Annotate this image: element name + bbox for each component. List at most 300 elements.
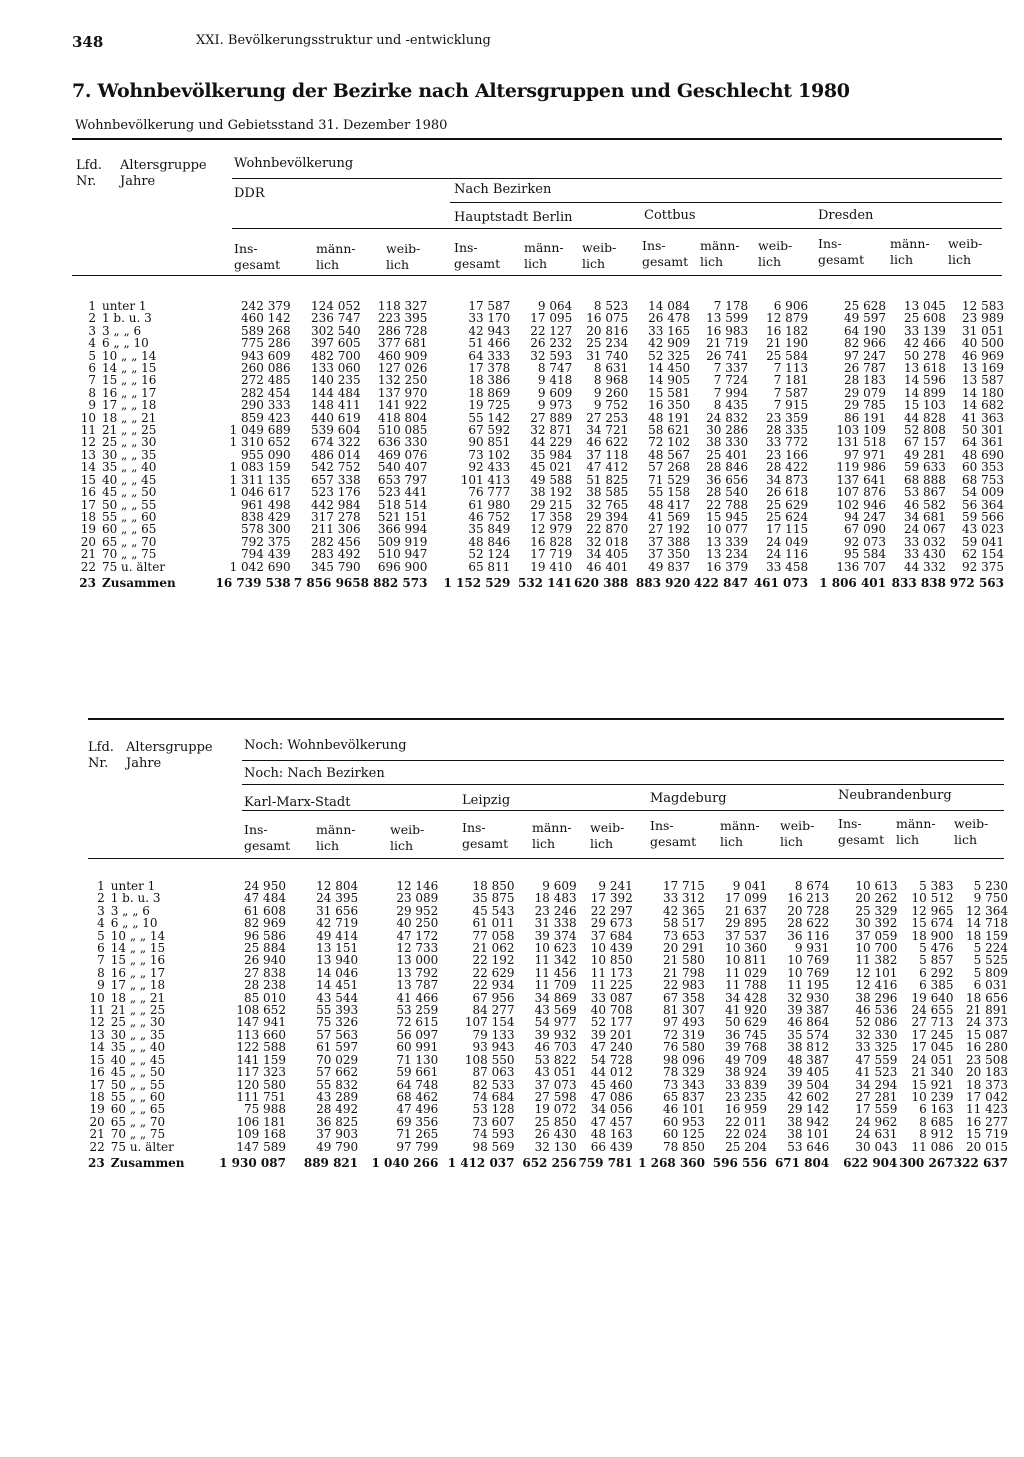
row-number-cell: 8 xyxy=(97,965,105,980)
female-cell: 12 364 xyxy=(966,903,1008,918)
total-cell: 1 806 401 xyxy=(819,575,886,590)
age-group-cell: unter 1 xyxy=(101,299,147,313)
total-cell: 98 569 xyxy=(472,1139,515,1154)
total-cell: 859 423 xyxy=(241,410,291,425)
total-cell: 117 323 xyxy=(236,1065,286,1080)
male-cell: 6 385 xyxy=(919,978,954,993)
total-cell: 883 920 xyxy=(635,575,691,590)
total-cell: 24 631 xyxy=(855,1127,898,1142)
age-group-cell: 16 „ „ 17 xyxy=(110,965,166,980)
region-rule-1 xyxy=(232,228,1002,229)
female-cell: 21 190 xyxy=(766,336,809,351)
female-cell: 14 180 xyxy=(962,385,1004,400)
total-cell: 82 966 xyxy=(844,336,886,351)
lfd-label: Lfd. xyxy=(88,740,114,755)
row-number-cell: 5 xyxy=(97,928,105,943)
female-cell: 37 118 xyxy=(586,447,629,462)
age-group-cell: 40 „ „ 45 xyxy=(101,472,157,487)
total-cell: 141 159 xyxy=(236,1052,286,1067)
male-cell: 34 681 xyxy=(903,509,946,524)
male-cell: 14 899 xyxy=(903,385,946,400)
total-cell: 57 268 xyxy=(648,460,691,475)
bezirke-rule-1 xyxy=(450,202,1002,203)
table-row xyxy=(88,1141,1008,1153)
female-cell: 15 719 xyxy=(966,1127,1008,1142)
male-cell: 10 239 xyxy=(911,1089,954,1104)
male-cell: 39 768 xyxy=(725,1040,768,1055)
male-cell: 482 700 xyxy=(311,348,361,363)
row-number-cell: 11 xyxy=(89,1003,105,1018)
male-cell: 19 410 xyxy=(530,559,573,574)
male-cell: 6 292 xyxy=(919,965,954,980)
total-cell: 108 652 xyxy=(236,1003,286,1018)
age-group-cell: 10 „ „ 14 xyxy=(101,348,157,363)
male-cell: 12 979 xyxy=(530,522,573,537)
region-karl-marx-stadt: Karl-Marx-Stadt xyxy=(244,795,351,810)
row-number-cell: 19 xyxy=(89,1102,105,1117)
male-cell: 68 888 xyxy=(903,472,946,487)
female-cell: 29 394 xyxy=(586,509,629,524)
age-group-cell: 65 „ „ 70 xyxy=(101,534,157,549)
total-cell: 55 142 xyxy=(468,410,511,425)
row-number-cell: 21 xyxy=(89,1127,105,1142)
total-cell: 622 904 xyxy=(843,1155,898,1170)
row-number-cell: 14 xyxy=(80,460,96,475)
table-row xyxy=(88,954,1008,966)
row-number-cell: 2 xyxy=(88,311,96,326)
male-cell: 70 029 xyxy=(316,1052,359,1067)
lfd-label: Lfd. xyxy=(76,158,102,173)
total-cell: 75 988 xyxy=(243,1102,286,1117)
female-cell: 759 781 xyxy=(578,1155,633,1170)
male-cell: 133 060 xyxy=(311,361,361,376)
altersgruppe-label: Altersgruppe xyxy=(120,158,207,173)
total-cell: 74 593 xyxy=(472,1127,515,1142)
top-rule-2 xyxy=(88,718,1004,720)
male-cell: 11 086 xyxy=(911,1139,954,1154)
table-row xyxy=(76,486,1004,498)
total-cell: 21 062 xyxy=(472,941,515,956)
total-cell: 45 543 xyxy=(472,903,515,918)
female-cell: 25 584 xyxy=(766,348,809,363)
male-cell: 17 045 xyxy=(911,1040,954,1055)
female-cell: 12 733 xyxy=(396,941,439,956)
total-cell: 17 559 xyxy=(855,1102,898,1117)
male-cell: 59 633 xyxy=(903,460,946,475)
female-cell: 50 301 xyxy=(962,423,1004,438)
male-cell: 11 029 xyxy=(725,965,768,980)
total-cell: 85 010 xyxy=(243,990,286,1005)
male-cell: 26 430 xyxy=(534,1127,577,1142)
female-cell: 696 900 xyxy=(377,559,428,574)
female-cell: 31 740 xyxy=(586,348,629,363)
total-cell: 95 584 xyxy=(844,547,886,562)
female-cell: 16 075 xyxy=(586,311,629,326)
female-cell: 41 466 xyxy=(396,990,439,1005)
female-cell: 141 922 xyxy=(377,398,428,413)
female-cell: 40 708 xyxy=(590,1003,633,1018)
row-number-cell: 14 xyxy=(89,1040,105,1055)
female-cell: 25 624 xyxy=(766,509,809,524)
female-cell: 6 031 xyxy=(973,978,1008,993)
total-cell: 97 493 xyxy=(662,1015,705,1030)
female-cell: 35 574 xyxy=(787,1027,830,1042)
female-cell: 33 087 xyxy=(590,990,633,1005)
female-cell: 13 792 xyxy=(396,965,439,980)
row-number-cell: 20 xyxy=(80,534,96,549)
male-cell: 38 192 xyxy=(530,485,573,500)
total-cell: 17 587 xyxy=(468,299,511,313)
female-cell: 33 458 xyxy=(766,559,809,574)
male-cell: 29 895 xyxy=(725,916,768,931)
male-cell: 49 790 xyxy=(316,1139,359,1154)
age-group-cell: 45 „ „ 50 xyxy=(101,485,157,500)
female-cell: 42 602 xyxy=(787,1089,830,1104)
total-cell: 26 478 xyxy=(648,311,691,326)
ins-header: Ins- gesamt xyxy=(642,238,689,269)
female-cell: 7 181 xyxy=(773,373,809,388)
female-cell: 17 115 xyxy=(766,522,809,537)
male-cell: 39 374 xyxy=(534,928,577,943)
ddr-label: DDR xyxy=(234,186,265,201)
age-group-cell: 1 b. u. 3 xyxy=(110,891,161,906)
male-cell: 8 435 xyxy=(713,398,749,413)
total-cell: 82 969 xyxy=(243,916,286,931)
male-cell: 42 719 xyxy=(316,916,359,931)
table-subtitle: Wohnbevölkerung und Gebietsstand 31. Dezember 1980 xyxy=(75,118,448,133)
population-table-1 xyxy=(76,300,1004,593)
row-number-cell: 18 xyxy=(80,509,96,524)
row-number-cell: 10 xyxy=(89,990,105,1005)
age-group-cell: 50 „ „ 55 xyxy=(101,497,157,512)
total-cell: 26 787 xyxy=(844,361,886,376)
age-group-cell: 3 „ „ 6 xyxy=(110,903,150,918)
total-cell: 1 310 652 xyxy=(229,435,291,450)
total-cell: 16 350 xyxy=(648,398,691,413)
male-cell: 282 456 xyxy=(311,534,361,549)
age-group-cell: 21 „ „ 25 xyxy=(110,1003,166,1018)
maennlich-header: männ- lich xyxy=(890,236,930,267)
male-cell: 15 103 xyxy=(903,398,946,413)
female-cell: 21 891 xyxy=(966,1003,1008,1018)
total-cell: 24 962 xyxy=(855,1114,898,1129)
weiblich-header: weib- lich xyxy=(780,818,815,849)
male-cell: 50 278 xyxy=(903,348,946,363)
age-group-cell: Zusammen xyxy=(110,1155,185,1170)
total-cell: 792 375 xyxy=(241,534,291,549)
female-cell: 9 750 xyxy=(973,891,1008,906)
total-cell: 25 884 xyxy=(243,941,286,956)
female-cell: 71 265 xyxy=(396,1127,439,1142)
total-cell: 11 382 xyxy=(855,953,898,968)
male-cell: 75 326 xyxy=(316,1015,359,1030)
region-neubrandenburg: Neubrandenburg xyxy=(838,788,952,803)
maennlich-header: männ- lich xyxy=(524,240,564,271)
total-cell: 113 660 xyxy=(236,1027,286,1042)
total-cell: 25 329 xyxy=(855,903,898,918)
age-group-cell: 40 „ „ 45 xyxy=(110,1052,166,1067)
female-cell: 7 915 xyxy=(773,398,809,413)
male-cell: 7 337 xyxy=(713,361,749,376)
male-cell: 13 940 xyxy=(316,953,359,968)
female-cell: 460 909 xyxy=(377,348,428,363)
male-cell: 49 709 xyxy=(725,1052,768,1067)
female-cell: 22 297 xyxy=(590,903,633,918)
region-cottbus: Cottbus xyxy=(644,208,696,223)
total-cell: 10 700 xyxy=(855,941,898,956)
female-cell: 23 089 xyxy=(396,891,439,906)
age-group-cell: 1 b. u. 3 xyxy=(101,311,152,326)
male-cell: 26 741 xyxy=(706,348,749,363)
female-cell: 38 812 xyxy=(787,1040,830,1055)
male-cell: 9 418 xyxy=(537,373,573,388)
male-cell: 5 383 xyxy=(919,879,954,893)
total-cell: 1 049 689 xyxy=(229,423,291,438)
row-number-cell: 22 xyxy=(80,559,96,574)
male-cell: 28 846 xyxy=(706,460,749,475)
total-cell: 60 953 xyxy=(662,1114,705,1129)
age-group-cell: 16 „ „ 17 xyxy=(101,385,157,400)
total-cell: 72 319 xyxy=(662,1027,705,1042)
male-cell: 17 245 xyxy=(911,1027,954,1042)
female-cell: 48 387 xyxy=(787,1052,830,1067)
total-cell: 25 628 xyxy=(844,299,886,313)
maennlich-header: männ- lich xyxy=(316,822,356,853)
total-cell: 97 971 xyxy=(844,447,886,462)
female-cell: 60 353 xyxy=(962,460,1004,475)
male-cell: 9 041 xyxy=(732,879,768,893)
total-cell: 61 980 xyxy=(468,497,511,512)
total-cell: 794 439 xyxy=(241,547,291,562)
female-cell: 38 942 xyxy=(787,1114,830,1129)
female-cell: 377 681 xyxy=(377,336,428,351)
total-cell: 74 684 xyxy=(472,1089,515,1104)
male-cell: 15 674 xyxy=(911,916,954,931)
total-cell: 37 059 xyxy=(855,928,898,943)
male-cell: 67 157 xyxy=(903,435,946,450)
female-cell: 59 661 xyxy=(396,1065,439,1080)
total-row xyxy=(88,1153,1008,1173)
female-cell: 40 500 xyxy=(962,336,1004,351)
row-number-cell: 10 xyxy=(80,410,96,425)
female-cell: 46 969 xyxy=(962,348,1004,363)
female-cell: 11 195 xyxy=(787,978,830,993)
total-cell: 24 950 xyxy=(243,879,286,893)
female-cell: 23 359 xyxy=(766,410,809,425)
male-cell: 49 588 xyxy=(530,472,573,487)
male-cell: 13 151 xyxy=(316,941,359,956)
total-cell: 1 152 529 xyxy=(443,575,511,590)
female-cell: 29 142 xyxy=(787,1102,830,1117)
total-cell: 961 498 xyxy=(241,497,291,512)
male-cell: 21 637 xyxy=(725,903,768,918)
male-cell: 41 920 xyxy=(725,1003,768,1018)
female-cell: 620 388 xyxy=(573,575,629,590)
male-cell: 14 451 xyxy=(316,978,359,993)
male-cell: 28 540 xyxy=(706,485,749,500)
female-cell: 28 622 xyxy=(787,916,830,931)
male-cell: 46 582 xyxy=(903,497,946,512)
male-cell: 596 556 xyxy=(712,1155,768,1170)
total-cell: 22 983 xyxy=(662,978,705,993)
total-cell: 17 378 xyxy=(468,361,511,376)
female-cell: 71 130 xyxy=(396,1052,439,1067)
female-cell: 12 879 xyxy=(766,311,809,326)
row-number-cell: 16 xyxy=(89,1065,105,1080)
row-number-cell: 20 xyxy=(89,1114,105,1129)
female-cell: 132 250 xyxy=(377,373,428,388)
table-row xyxy=(76,548,1004,560)
row-number-cell: 23 xyxy=(88,1155,105,1170)
total-cell: 290 333 xyxy=(241,398,291,413)
maennlich-header: männ- lich xyxy=(896,816,936,847)
total-cell: 37 388 xyxy=(648,534,691,549)
male-cell: 55 832 xyxy=(316,1077,359,1092)
total-cell: 78 850 xyxy=(662,1139,705,1154)
female-cell: 47 412 xyxy=(586,460,629,475)
male-cell: 302 540 xyxy=(311,323,361,338)
female-cell: 64 361 xyxy=(962,435,1004,450)
male-cell: 27 889 xyxy=(530,410,573,425)
total-cell: 52 086 xyxy=(855,1015,898,1030)
page-number: 348 xyxy=(72,33,104,51)
male-cell: 30 286 xyxy=(706,423,749,438)
total-cell: 33 325 xyxy=(855,1040,898,1055)
female-cell: 20 183 xyxy=(966,1065,1008,1080)
total-cell: 41 523 xyxy=(855,1065,898,1080)
male-cell: 486 014 xyxy=(311,447,361,462)
total-cell: 78 329 xyxy=(662,1065,705,1080)
female-cell: 32 018 xyxy=(586,534,629,549)
male-cell: 55 393 xyxy=(316,1003,359,1018)
total-cell: 65 837 xyxy=(662,1089,705,1104)
male-cell: 53 867 xyxy=(903,485,946,500)
total-cell: 79 133 xyxy=(472,1027,515,1042)
age-group-cell: 17 „ „ 18 xyxy=(101,398,157,413)
female-cell: 286 728 xyxy=(377,323,428,338)
female-cell: 972 563 xyxy=(949,575,1004,590)
row-number-cell: 5 xyxy=(88,348,96,363)
age-group-cell: 55 „ „ 60 xyxy=(101,509,157,524)
total-cell: 71 529 xyxy=(648,472,691,487)
male-cell: 25 608 xyxy=(903,311,946,326)
male-cell: 8 685 xyxy=(919,1114,954,1129)
female-cell: 223 395 xyxy=(377,311,428,326)
total-cell: 92 433 xyxy=(468,460,511,475)
male-cell: 5 857 xyxy=(919,953,954,968)
table-row xyxy=(76,523,1004,535)
total-cell: 10 613 xyxy=(855,879,898,893)
male-cell: 19 640 xyxy=(911,990,954,1005)
female-cell: 39 201 xyxy=(590,1027,633,1042)
female-cell: 11 423 xyxy=(966,1102,1008,1117)
female-cell: 16 277 xyxy=(966,1114,1008,1129)
female-cell: 17 392 xyxy=(590,891,633,906)
female-cell: 64 748 xyxy=(396,1077,439,1092)
male-cell: 22 024 xyxy=(725,1127,768,1142)
age-group-cell: 30 „ „ 35 xyxy=(110,1027,166,1042)
male-cell: 50 629 xyxy=(725,1015,768,1030)
female-cell: 469 076 xyxy=(377,447,428,462)
age-group-cell: 50 „ „ 55 xyxy=(110,1077,166,1092)
age-group-cell: 6 „ „ 10 xyxy=(101,336,149,351)
male-cell: 889 821 xyxy=(303,1155,359,1170)
weiblich-header: weib- lich xyxy=(954,816,989,847)
female-cell: 23 508 xyxy=(966,1052,1008,1067)
male-cell: 23 235 xyxy=(725,1089,768,1104)
age-group-cell: 14 „ „ 15 xyxy=(101,361,157,376)
female-cell: 15 087 xyxy=(966,1027,1008,1042)
male-cell: 13 618 xyxy=(903,361,946,376)
male-cell: 652 256 xyxy=(522,1155,577,1170)
total-cell: 30 043 xyxy=(855,1139,898,1154)
table-title: 7. Wohnbevölkerung der Bezirke nach Altersgruppen und Geschlecht 1980 xyxy=(72,80,850,102)
row-number-cell: 7 xyxy=(88,373,96,388)
male-cell: 37 537 xyxy=(725,928,768,943)
male-cell: 32 130 xyxy=(534,1139,577,1154)
total-cell: 96 586 xyxy=(243,928,286,943)
female-cell: 34 721 xyxy=(586,423,629,438)
female-cell: 34 873 xyxy=(766,472,809,487)
total-cell: 1 412 037 xyxy=(447,1155,515,1170)
total-cell: 103 109 xyxy=(836,423,886,438)
total-cell: 101 413 xyxy=(460,472,511,487)
age-group-cell: 70 „ „ 75 xyxy=(110,1127,166,1142)
row-number-cell: 6 xyxy=(88,361,96,376)
male-cell: 9 064 xyxy=(537,299,573,313)
male-cell: 7 994 xyxy=(713,385,749,400)
total-cell: 107 154 xyxy=(464,1015,515,1030)
female-cell: 60 991 xyxy=(396,1040,439,1055)
male-cell: 14 596 xyxy=(903,373,946,388)
age-group-cell: 17 „ „ 18 xyxy=(110,978,166,993)
female-cell: 97 799 xyxy=(396,1139,439,1154)
age-group-cell: 25 „ „ 30 xyxy=(101,435,157,450)
total-cell: 111 751 xyxy=(236,1089,286,1104)
total-cell: 61 011 xyxy=(472,916,515,931)
total-cell: 55 158 xyxy=(648,485,691,500)
male-cell: 124 052 xyxy=(311,299,361,313)
total-cell: 272 485 xyxy=(241,373,291,388)
total-cell: 19 725 xyxy=(468,398,511,413)
female-cell: 13 000 xyxy=(396,953,439,968)
total-cell: 29 079 xyxy=(844,385,886,400)
female-cell: 29 673 xyxy=(590,916,633,931)
female-cell: 20 728 xyxy=(787,903,830,918)
total-cell: 64 333 xyxy=(468,348,511,363)
weiblich-header: weib- lich xyxy=(390,822,425,853)
total-cell: 147 589 xyxy=(236,1139,286,1154)
group-rule-1 xyxy=(232,178,1002,179)
maennlich-header: männ- lich xyxy=(532,820,572,851)
male-cell: 17 099 xyxy=(725,891,768,906)
total-cell: 48 417 xyxy=(648,497,691,512)
header-bottom-rule-2 xyxy=(88,858,1004,859)
male-cell: 300 267 xyxy=(899,1155,954,1170)
total-cell: 120 580 xyxy=(236,1077,286,1092)
male-cell: 144 484 xyxy=(311,385,361,400)
table-row xyxy=(76,337,1004,349)
male-cell: 10 623 xyxy=(534,941,577,956)
total-cell: 87 063 xyxy=(472,1065,515,1080)
male-cell: 13 045 xyxy=(903,299,946,313)
female-cell: 510 947 xyxy=(377,547,428,562)
table-row xyxy=(88,979,1008,991)
female-cell: 5 809 xyxy=(973,965,1008,980)
total-cell: 58 621 xyxy=(648,423,691,438)
total-cell: 22 192 xyxy=(472,953,515,968)
female-cell: 59 041 xyxy=(962,534,1004,549)
